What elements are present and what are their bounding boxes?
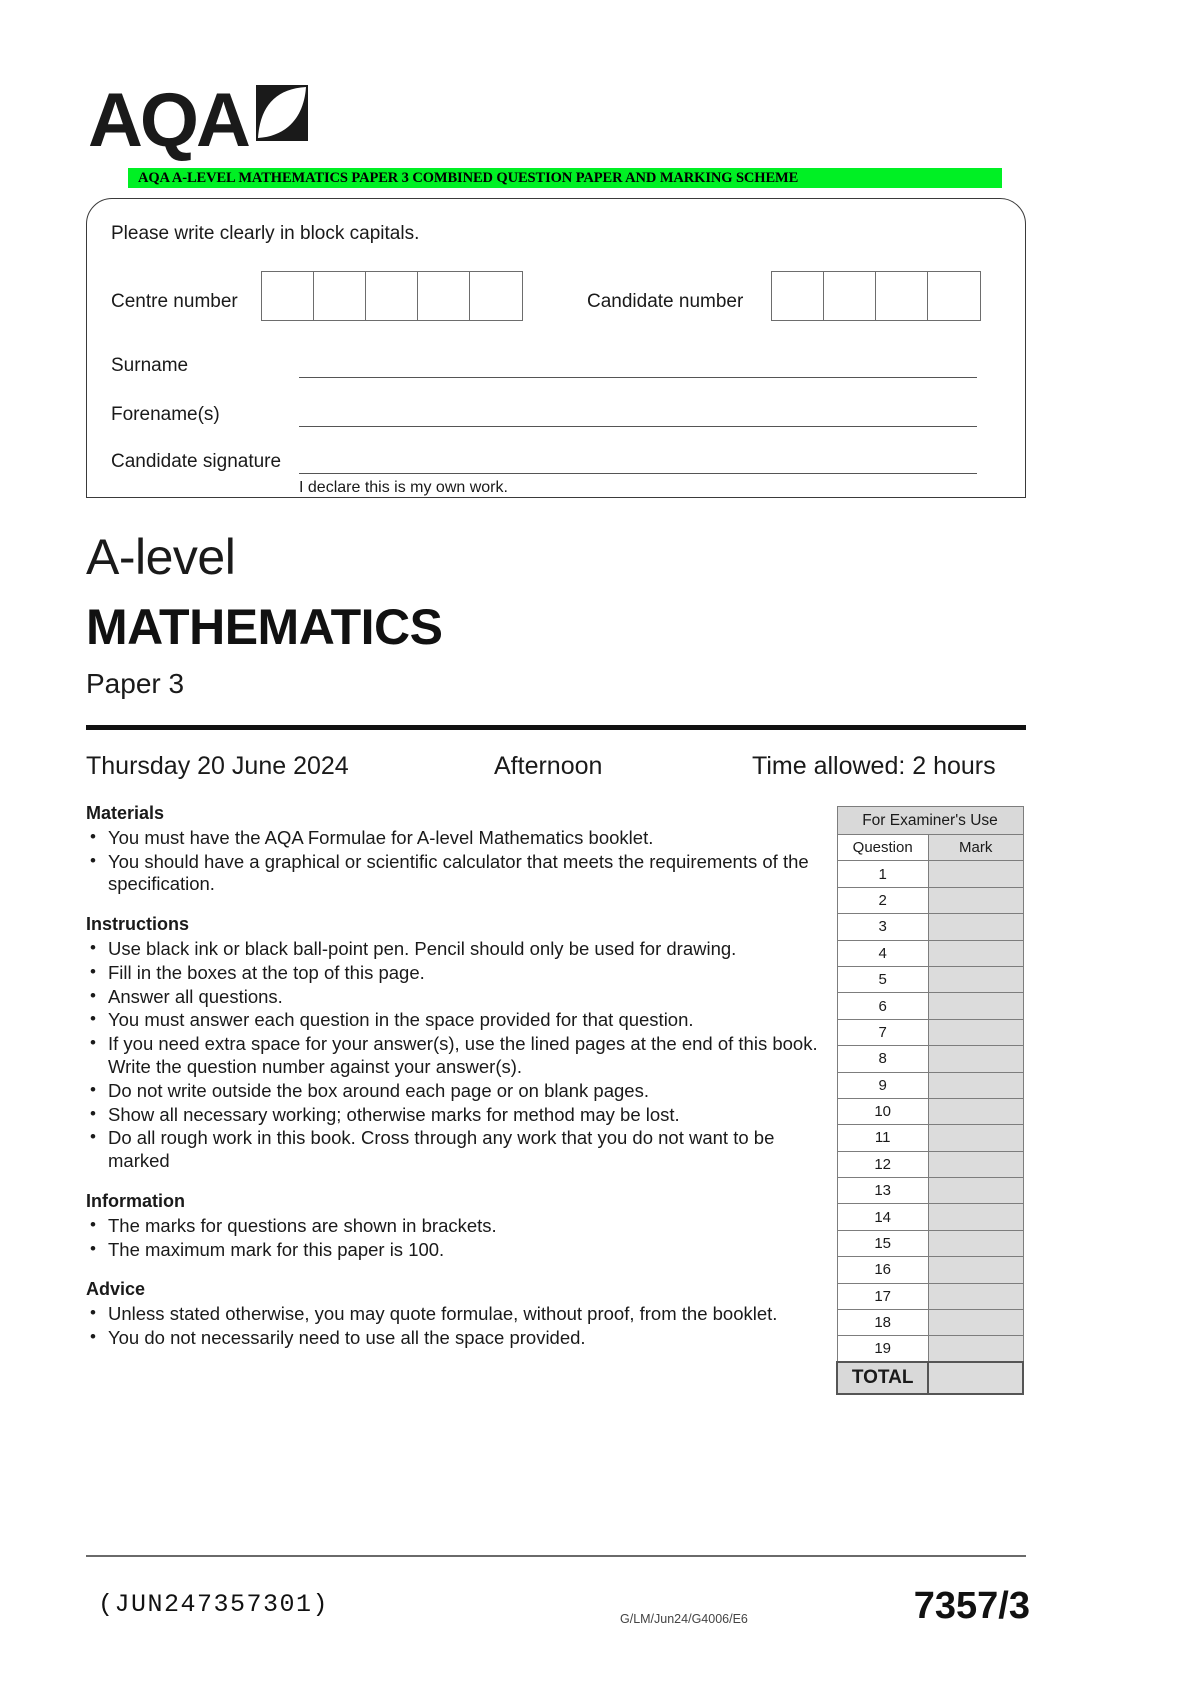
list-item: • The marks for questions are shown in brackets.: [86, 1215, 821, 1238]
exam-date: Thursday 20 June 2024: [86, 752, 349, 780]
mark-cell[interactable]: [928, 1204, 1023, 1230]
candidate-number-cell[interactable]: [824, 272, 876, 320]
mark-cell[interactable]: [928, 1310, 1023, 1336]
mark-cell[interactable]: [928, 966, 1023, 992]
list-item: • Fill in the boxes at the top of this page.: [86, 962, 821, 985]
table-row: [837, 1310, 1023, 1336]
spacer: [86, 1174, 821, 1190]
section-instructions: [86, 913, 821, 1173]
surname-label: Surname: [111, 355, 189, 376]
question-number: 5: [837, 966, 928, 992]
question-number: 6: [837, 993, 928, 1019]
list-item: • Show all necessary working; otherwise marks for method may be lost.: [86, 1104, 821, 1127]
paper-number: Paper 3: [86, 668, 185, 699]
question-number: 3: [837, 914, 928, 940]
table-row: [837, 1178, 1023, 1204]
question-number: 10: [837, 1098, 928, 1124]
question-number: 13: [837, 1178, 928, 1204]
table-row: [837, 914, 1023, 940]
mark-cell[interactable]: [928, 993, 1023, 1019]
table-row: [837, 1204, 1023, 1230]
table-row: [837, 1098, 1023, 1124]
list-item: • You should have a graphical or scientific calculator that meets the requirements of the specification.: [86, 851, 821, 897]
centre-number-cell[interactable]: [314, 272, 366, 320]
question-number: 2: [837, 887, 928, 913]
examiner-table-body: [837, 807, 1023, 1395]
mark-cell[interactable]: [928, 940, 1023, 966]
examiner-table-title: For Examiner's Use: [837, 807, 1023, 835]
exam-time-allowed: Time allowed: 2 hours: [752, 752, 996, 780]
document-code: G/LM/Jun24/G4006/E6: [620, 1612, 748, 1626]
list-item: • Answer all questions.: [86, 986, 821, 1009]
exam-session: Afternoon: [494, 752, 603, 780]
table-row: [837, 940, 1023, 966]
question-number: 12: [837, 1151, 928, 1177]
candidate-number-input[interactable]: [771, 271, 981, 321]
table-row: [837, 1257, 1023, 1283]
table-row: [837, 1336, 1023, 1362]
highlighted-banner: AQA A-LEVEL MATHEMATICS PAPER 3 COMBINED QUESTION PAPER AND MARKING SCHEME: [128, 168, 1002, 188]
question-number: 14: [837, 1204, 928, 1230]
mark-cell[interactable]: [928, 1098, 1023, 1124]
mark-cell[interactable]: [928, 1072, 1023, 1098]
mark-cell[interactable]: [928, 1178, 1023, 1204]
table-row: [837, 1072, 1023, 1098]
question-number: 11: [837, 1125, 928, 1151]
question-number: 15: [837, 1230, 928, 1256]
footer-divider: [86, 1555, 1026, 1557]
paper-code: 7357/3: [913, 1585, 1030, 1627]
centre-number-label: Centre number: [111, 291, 238, 312]
centre-number-cell[interactable]: [366, 272, 418, 320]
materials-list: [86, 827, 821, 896]
mark-cell[interactable]: [928, 887, 1023, 913]
mark-cell[interactable]: [928, 1336, 1023, 1362]
mark-cell[interactable]: [928, 1046, 1023, 1072]
section-information: [86, 1190, 821, 1261]
list-item: • Do not write outside the box around each page or on blank pages.: [86, 1080, 821, 1103]
total-label: TOTAL: [837, 1362, 928, 1394]
qualification-level: A-level: [86, 529, 236, 585]
section-advice: [86, 1278, 821, 1349]
list-item: • You must have the AQA Formulae for A-level Mathematics booklet.: [86, 827, 821, 850]
question-number: 9: [837, 1072, 928, 1098]
table-row: [837, 887, 1023, 913]
table-row: [837, 1125, 1023, 1151]
centre-number-cell[interactable]: [262, 272, 314, 320]
table-row: [837, 993, 1023, 1019]
barcode-text: (JUN247357301): [98, 1590, 330, 1619]
total-mark-cell[interactable]: [928, 1362, 1023, 1394]
examiner-table-header-row: [837, 835, 1023, 861]
spacer: [86, 1262, 821, 1278]
column-header-question: Question: [837, 835, 928, 861]
question-number: 1: [837, 861, 928, 887]
mark-cell[interactable]: [928, 1125, 1023, 1151]
mark-cell[interactable]: [928, 1230, 1023, 1256]
candidate-details-box: [86, 198, 1026, 498]
forename-label: Forename(s): [111, 404, 220, 425]
list-item: • Do all rough work in this book. Cross through any work that you do not want to be marked: [86, 1127, 821, 1173]
signature-field[interactable]: [299, 473, 977, 474]
signature-label: Candidate signature: [111, 451, 282, 472]
list-item: • Unless stated otherwise, you may quote formulae, without proof, from the booklet.: [86, 1303, 821, 1326]
advice-list: [86, 1303, 821, 1350]
aqa-leaf-icon: [252, 82, 312, 149]
spacer: [86, 897, 821, 913]
table-row: [837, 966, 1023, 992]
surname-field[interactable]: [299, 377, 977, 378]
centre-number-input[interactable]: [261, 271, 523, 321]
section-heading: Materials: [86, 803, 165, 823]
centre-number-cell[interactable]: [470, 272, 522, 320]
mark-cell[interactable]: [928, 1151, 1023, 1177]
section-heading: Advice: [86, 1279, 146, 1300]
question-number: 19: [837, 1336, 928, 1362]
list-item: • If you need extra space for your answer(s), use the lined pages at the end of this book. Write the question number against your answer(s).: [86, 1033, 821, 1079]
candidate-number-cell[interactable]: [876, 272, 928, 320]
instructions-list: [86, 938, 821, 1173]
declaration-text: I declare this is my own work.: [299, 479, 508, 496]
subject-title: MATHEMATICS: [86, 599, 443, 655]
mark-cell[interactable]: [928, 914, 1023, 940]
mark-cell[interactable]: [928, 1283, 1023, 1309]
title-divider: [86, 725, 1026, 730]
candidate-number-label: Candidate number: [587, 291, 744, 312]
table-row: [837, 1151, 1023, 1177]
forename-field[interactable]: [299, 426, 977, 427]
total-row: [837, 1362, 1023, 1394]
list-item: • You must answer each question in the space provided for that question.: [86, 1009, 821, 1032]
table-row: [837, 1283, 1023, 1309]
mark-cell[interactable]: [928, 1257, 1023, 1283]
examiner-table-title-row: [837, 807, 1023, 835]
candidate-number-cell[interactable]: [928, 272, 980, 320]
aqa-logo: [88, 78, 488, 168]
list-item: • Use black ink or black ball-point pen. Pencil should only be used for drawing.: [86, 938, 821, 961]
question-number: 7: [837, 1019, 928, 1045]
question-number: 18: [837, 1310, 928, 1336]
mark-cell[interactable]: [928, 1019, 1023, 1045]
block-capitals-hint: Please write clearly in block capitals.: [111, 223, 420, 244]
question-number: 4: [837, 940, 928, 966]
question-number: 17: [837, 1283, 928, 1309]
section-heading: Information: [86, 1190, 185, 1211]
information-list: [86, 1215, 821, 1262]
question-number: 8: [837, 1046, 928, 1072]
table-row: [837, 1046, 1023, 1072]
section-materials: [86, 802, 821, 896]
instructions-column: [86, 802, 821, 1351]
table-row: [837, 1230, 1023, 1256]
centre-number-cell[interactable]: [418, 272, 470, 320]
examiner-use-table: [836, 806, 1024, 1395]
mark-cell[interactable]: [928, 861, 1023, 887]
list-item: • You do not necessarily need to use all the space provided.: [86, 1327, 821, 1350]
table-row: [837, 861, 1023, 887]
question-number: 16: [837, 1257, 928, 1283]
aqa-logo-text: AQA: [88, 78, 248, 163]
column-header-mark: Mark: [928, 835, 1023, 861]
list-item: • The maximum mark for this paper is 100.: [86, 1239, 821, 1262]
candidate-number-cell[interactable]: [772, 272, 824, 320]
section-heading: Instructions: [86, 914, 190, 935]
table-row: [837, 1019, 1023, 1045]
